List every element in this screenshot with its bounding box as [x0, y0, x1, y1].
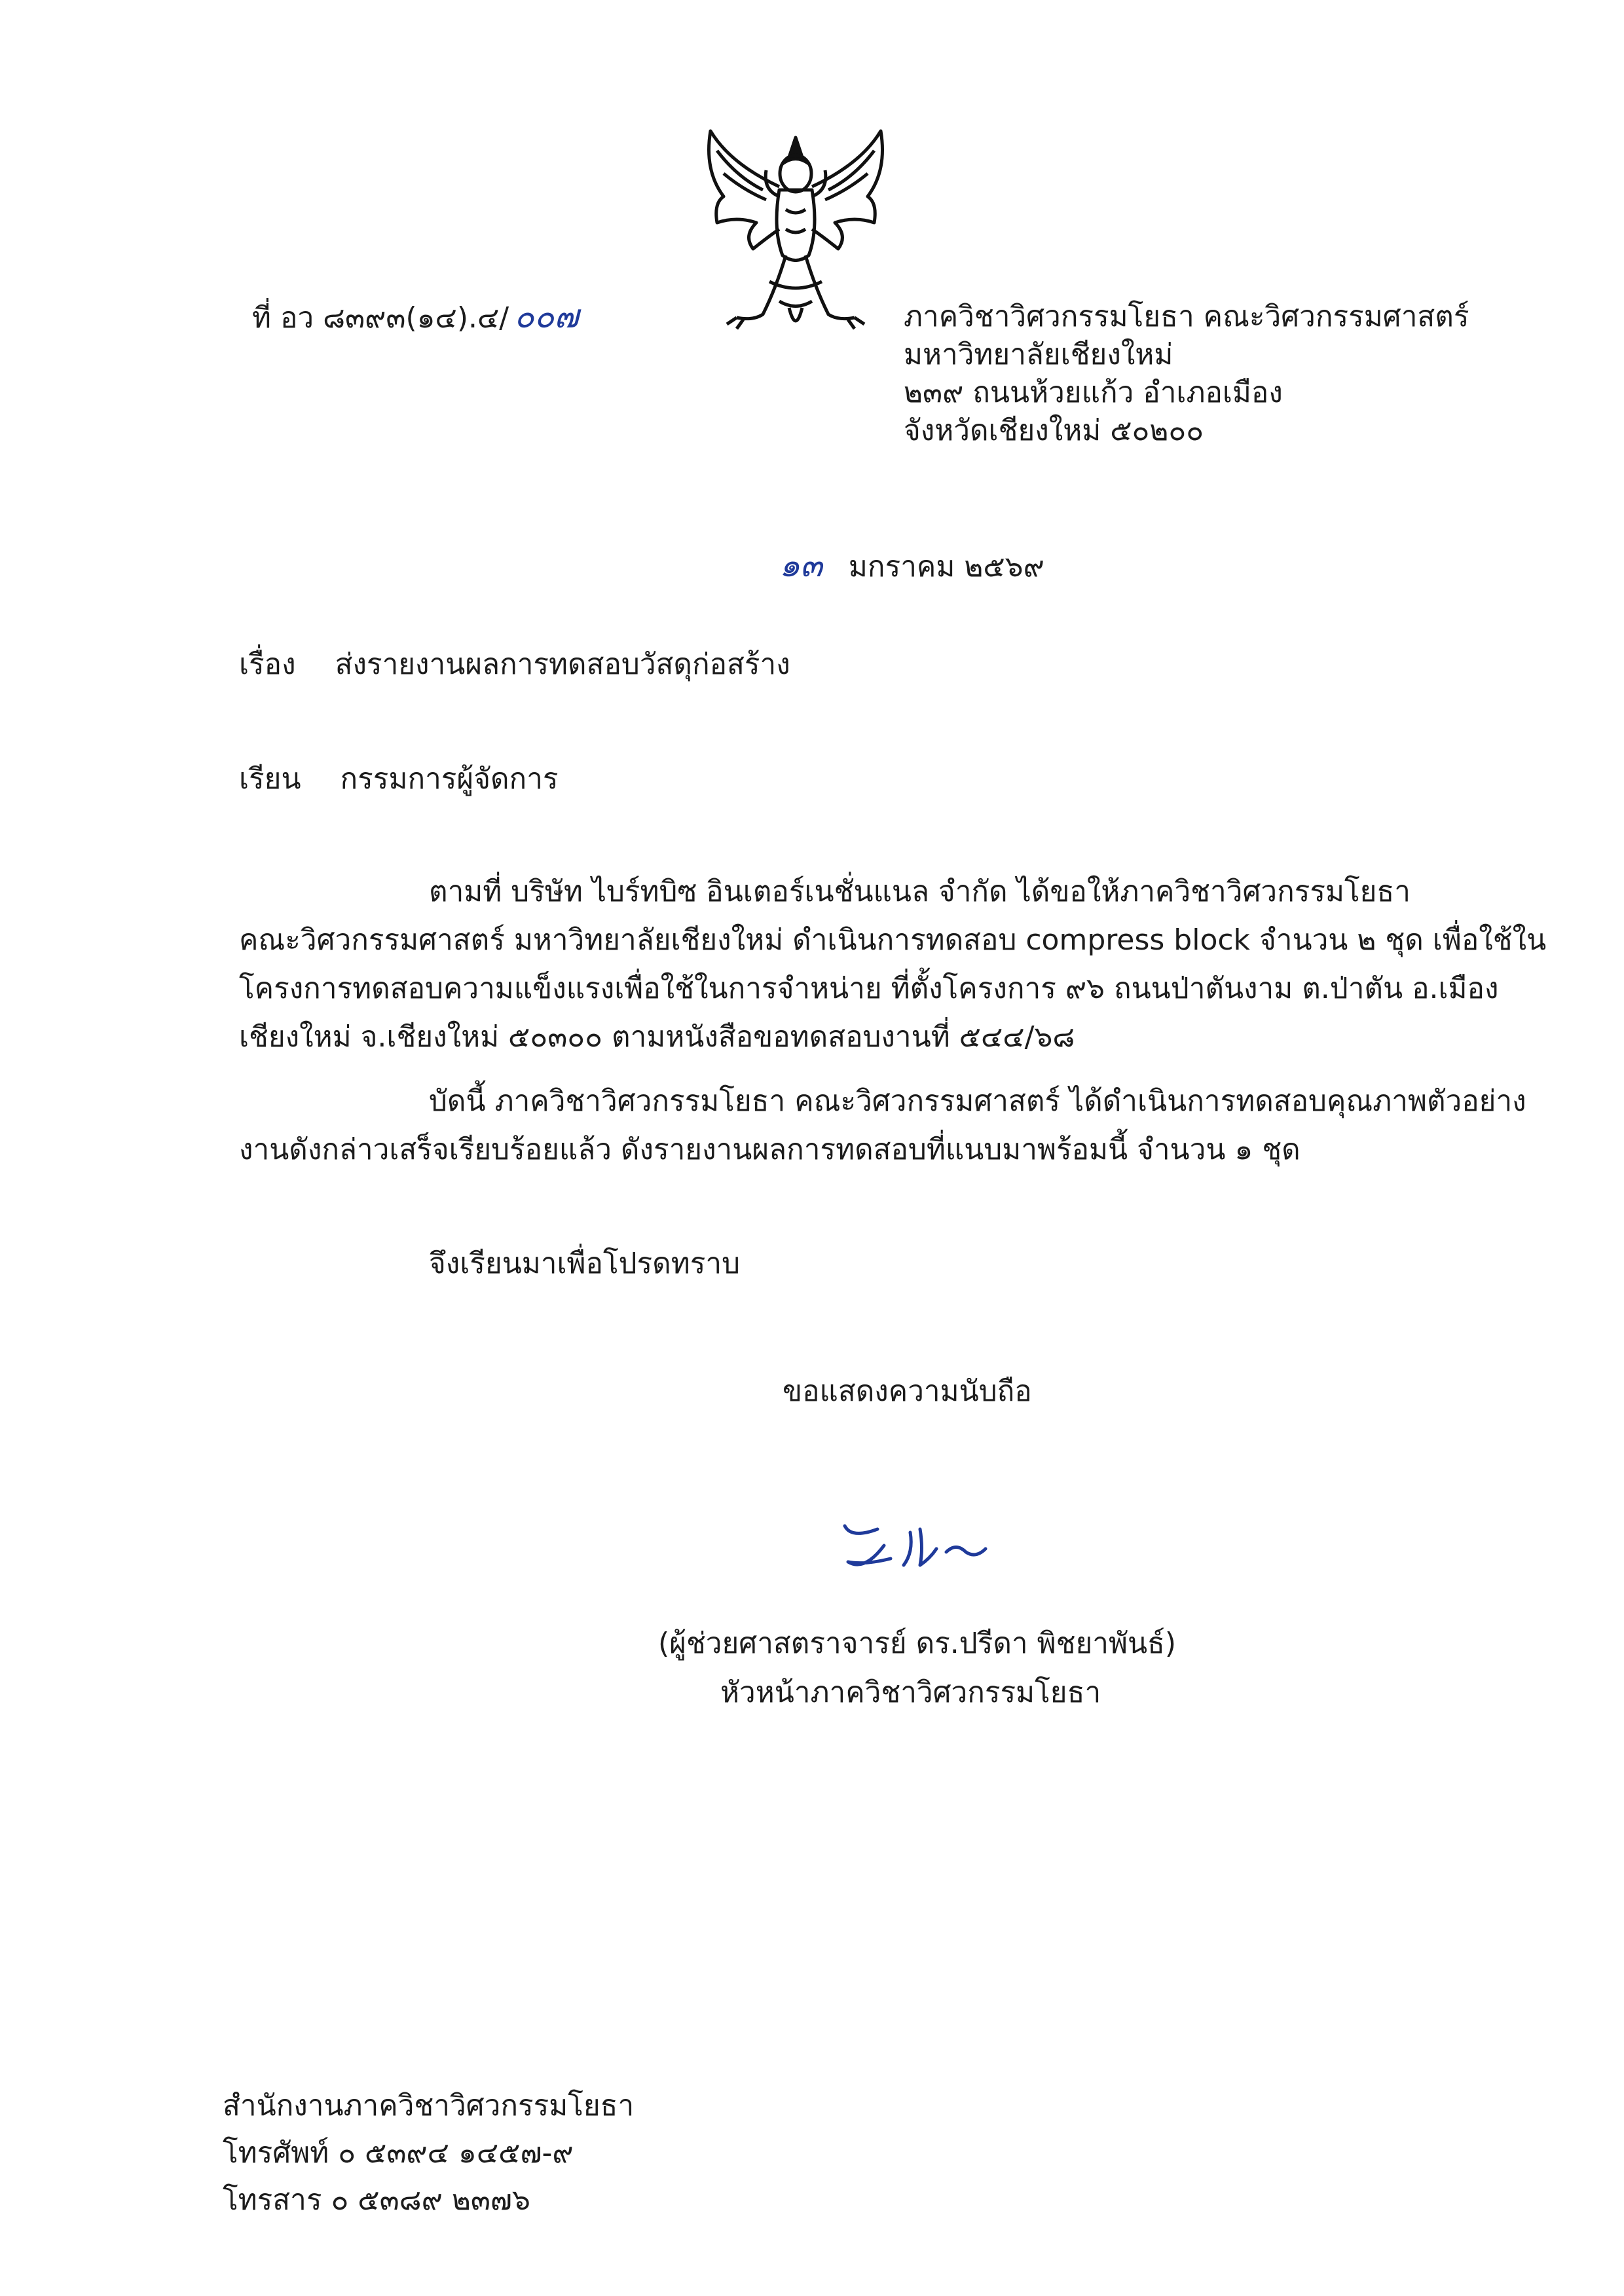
recipient-line	[239, 763, 559, 796]
body-paragraph-3: จึงเรียนมาเพื่อโปรดทราบ	[429, 1247, 741, 1280]
body-paragraph-1	[239, 868, 1547, 1062]
letter-date	[779, 547, 1044, 585]
reference-prefix: ที่ อว ๘๓๙๓(๑๔).๔/	[252, 301, 509, 335]
footer-office: สำนักงานภาควิชาวิศวกรรมโยธา	[223, 2089, 635, 2122]
paragraph-1-line-1: ตามที่ บริษัท ไบร์ทบิซ อินเตอร์เนชั่นแนล จำกัด ได้ขอให้ภาควิชาวิศวกรรมโยธา	[429, 875, 1411, 908]
subject-line	[239, 648, 790, 682]
sender-line-2: มหาวิทยาลัยเชียงใหม่	[904, 338, 1173, 371]
signer-title: หัวหน้าภาควิชาวิศวกรรมโยธา	[720, 1676, 1101, 1709]
garuda-emblem-icon	[691, 124, 900, 341]
signer-name: (ผู้ช่วยศาสตราจารย์ ดร.ปรีดา พิชยาพันธ์)	[658, 1627, 1177, 1660]
footer-fax: โทรสาร ๐ ๕๓๘๙ ๒๓๗๖	[223, 2183, 530, 2217]
body-paragraph-2	[239, 1077, 1526, 1174]
sender-line-3: ๒๓๙ ถนนห้วยแก้ว อำเภอเมือง	[904, 376, 1283, 409]
footer-contact	[223, 2083, 634, 2224]
date-day-handwritten: ๑๓	[779, 546, 822, 584]
subject-text: ส่งรายงานผลการทดสอบวัสดุก่อสร้าง	[335, 648, 790, 681]
paragraph-1-line-3: โครงการทดสอบความแข็งแรงเพื่อใช้ในการจำหน่าย ที่ตั้งโครงการ ๙๖ ถนนป่าตันงาม ต.ป่าตัน อ.เมือง	[239, 972, 1499, 1005]
footer-phone: โทรศัพท์ ๐ ๕๓๙๔ ๑๔๕๗-๙	[223, 2136, 574, 2170]
recipient-label: เรียน	[239, 762, 301, 796]
recipient-text: กรรมการผู้จัดการ	[340, 762, 559, 796]
paragraph-2-line-2: งานดังกล่าวเสร็จเรียบร้อยแล้ว ดังรายงานผลการทดสอบที่แนบมาพร้อมนี้ จำนวน ๑ ชุด	[239, 1133, 1301, 1166]
subject-label: เรื่อง	[239, 648, 296, 681]
reference-number	[252, 298, 579, 336]
paragraph-2-line-1: บัดนี้ ภาควิชาวิศวกรรมโยธา คณะวิศวกรรมศาสตร์ ได้ดำเนินการทดสอบคุณภาพตัวอย่าง	[429, 1084, 1526, 1118]
closing-salutation: ขอแสดงความนับถือ	[783, 1375, 1032, 1408]
date-month-year: มกราคม ๒๕๖๙	[848, 550, 1044, 583]
handwritten-signature-icon	[838, 1513, 1002, 1578]
sender-line-4: จังหวัดเชียงใหม่ ๕๐๒๐๐	[904, 414, 1204, 447]
sender-address	[904, 298, 1469, 450]
reference-number-handwritten: ๐๐๗	[514, 297, 579, 335]
sender-line-1: ภาควิชาวิศวกรรมโยธา คณะวิศวกรรมศาสตร์	[904, 300, 1469, 333]
paragraph-1-line-4: เชียงใหม่ จ.เชียงใหม่ ๕๐๓๐๐ ตามหนังสือขอทดสอบงานที่ ๕๔๔/๖๘	[239, 1020, 1075, 1054]
paragraph-1-line-2: คณะวิศวกรรมศาสตร์ มหาวิทยาลัยเชียงใหม่ ดำเนินการทดสอบ compress block จำนวน ๒ ชุด เพื่อใช้ใน	[239, 923, 1547, 957]
